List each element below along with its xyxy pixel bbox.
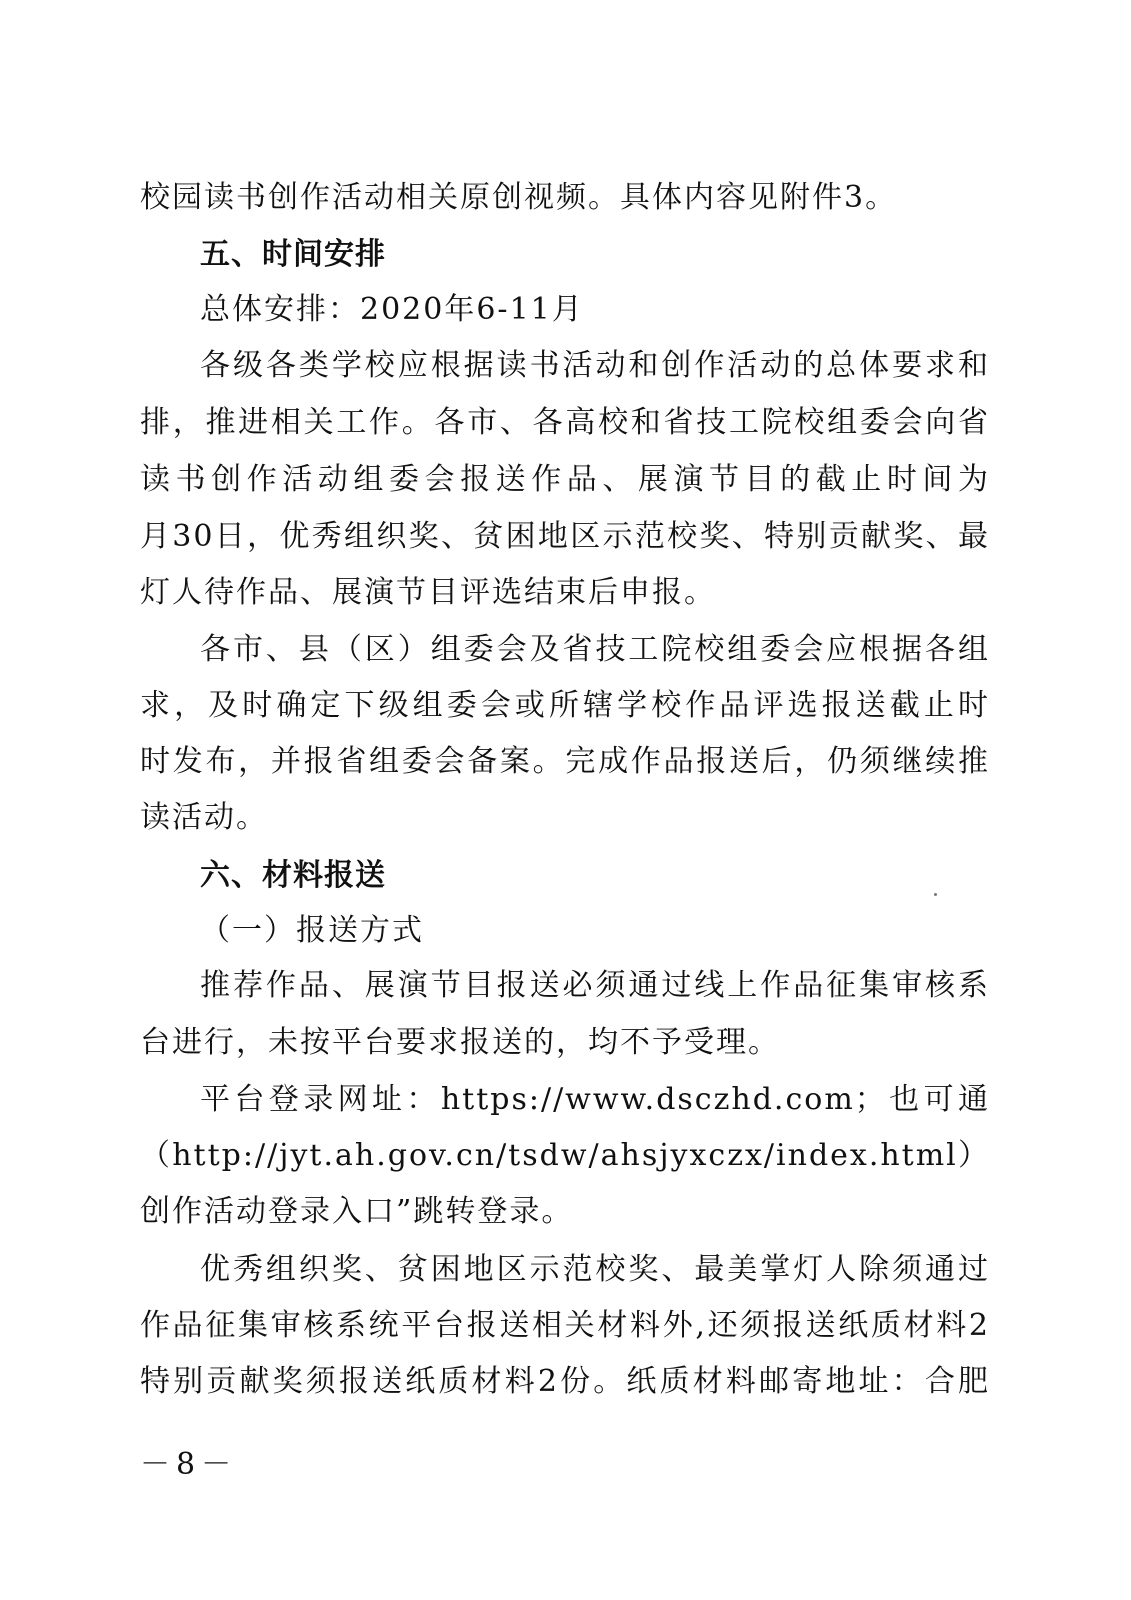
paragraph-line: （http://jyt.ah.gov.cn/tsdw/ahsjyxczx/index.html） — [140, 1138, 990, 1173]
paragraph-line: 台进行，未按平台要求报送的，均不予受理。 — [140, 1025, 780, 1060]
paragraph-line: 各市、县（区）组委会及省技工院校组委会应根据各组 — [200, 632, 990, 667]
section-heading-materials: 六、材料报送 — [200, 858, 386, 893]
paragraph-line: 读活动。 — [140, 800, 268, 835]
paragraph-line: 校园读书创作活动相关原创视频。具体内容见附件3。 — [140, 180, 898, 215]
section-heading-schedule: 五、时间安排 — [200, 237, 386, 272]
paragraph-line: 优秀组织奖、贫困地区示范校奖、最美掌灯人除须通过 — [200, 1252, 990, 1287]
paragraph-line: 灯人待作品、展演节目评选结束后申报。 — [140, 575, 716, 610]
page-number: －8－ — [140, 1447, 238, 1482]
paragraph-line: 创作活动登录入口”跳转登录。 — [140, 1194, 574, 1229]
paragraph-line: 求，及时确定下级组委会或所辖学校作品评选报送截止时 — [140, 688, 990, 723]
scan-speck — [934, 893, 937, 896]
paragraph-line: 特别贡献奖须报送纸质材料2份。纸质材料邮寄地址：合肥 — [140, 1364, 990, 1399]
paragraph-line: 平台登录网址：https://www.dsczhd.com；也可通 — [200, 1082, 990, 1117]
paragraph-line: 读书创作活动组委会报送作品、展演节目的截止时间为 — [140, 462, 990, 497]
paragraph-line: 月30日，优秀组织奖、贫困地区示范校奖、特别贡献奖、最 — [140, 519, 990, 554]
paragraph-line: 各级各类学校应根据读书活动和创作活动的总体要求和 — [200, 348, 990, 383]
paragraph-line: 总体安排：2020年6-11月 — [200, 292, 584, 327]
paragraph-line: 推荐作品、展演节目报送必须通过线上作品征集审核系 — [200, 968, 990, 1003]
paragraph-line: 排，推进相关工作。各市、各高校和省技工院校组委会向省 — [140, 405, 990, 440]
paragraph-line: 时发布，并报省组委会备案。完成作品报送后，仍须继续推 — [140, 744, 990, 779]
subsection-heading: （一）报送方式 — [200, 913, 424, 948]
paragraph-line: 作品征集审核系统平台报送相关材料外,还须报送纸质材料2 — [140, 1308, 990, 1343]
